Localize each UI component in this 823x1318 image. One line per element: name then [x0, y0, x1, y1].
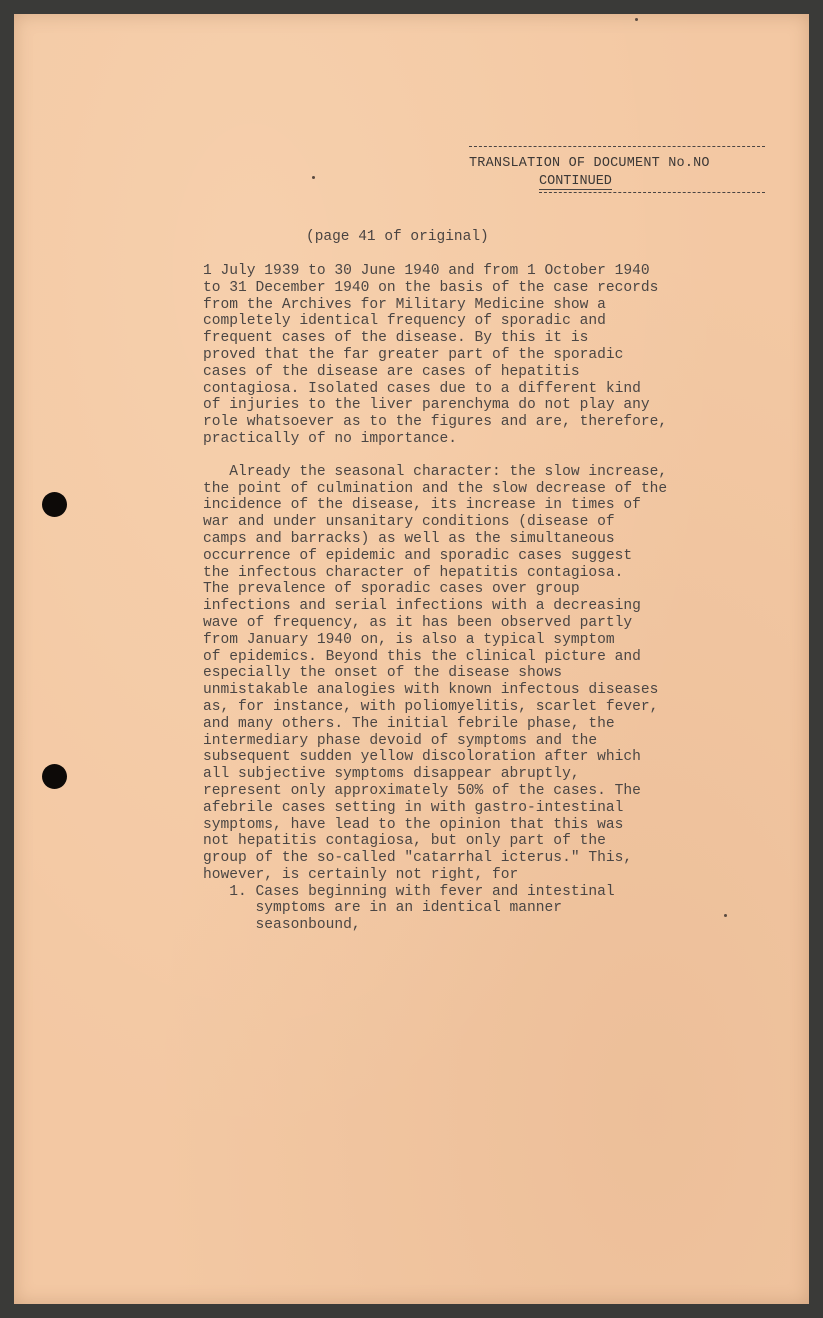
text-line: incidence of the disease, its increase in times of: [203, 497, 641, 514]
text-line: infections and serial infections with a decreasing: [203, 598, 641, 615]
text-line: contagiosa. Isolated cases due to a different kind: [203, 380, 641, 397]
text-line: not hepatitis contagiosa, but only part of the: [203, 833, 606, 850]
text-line: of epidemics. Beyond this the clinical picture and: [203, 648, 641, 665]
text-line: 1 July 1939 to 30 June 1940 and from 1 October 1940: [203, 263, 650, 279]
text-line: all subjective symptoms disappear abruptly,: [203, 766, 580, 783]
text-line: occurrence of epidemic and sporadic cases suggest: [203, 547, 633, 564]
text-line: especially the onset of the disease shows: [203, 665, 563, 682]
page-reference: (page 41 of original): [306, 229, 489, 245]
text-line: completely identical frequency of sporadic and: [203, 313, 606, 330]
text-line: wave of frequency, as it has been observed partly: [203, 614, 633, 631]
text-line: role whatsoever as to the figures and are, therefore,: [203, 414, 668, 431]
punch-hole-top: [42, 492, 67, 517]
text-line: group of the so-called "catarrhal icterus." This,: [203, 850, 633, 867]
document-body: [203, 263, 793, 934]
text-line: practically of no importance.: [203, 430, 457, 447]
document-page: [14, 14, 809, 1304]
text-line: frequent cases of the disease. By this it is: [203, 330, 589, 347]
paragraph-2: [203, 464, 793, 884]
list-item-line: seasonbound,: [203, 917, 361, 934]
text-line: camps and barracks) as well as the simultaneous: [203, 530, 615, 547]
text-line: the point of culmination and the slow decrease of the: [203, 480, 668, 497]
text-line: The prevalence of sporadic cases over group: [203, 581, 580, 598]
text-line: and many others. The initial febrile phase, the: [203, 715, 615, 732]
header-title: TRANSLATION OF DOCUMENT No.NO: [469, 156, 710, 171]
text-line: proved that the far greater part of the sporadic: [203, 346, 624, 363]
text-line: afebrile cases setting in with gastro-intestinal: [203, 799, 624, 816]
paragraph-spacer: [203, 448, 793, 464]
text-line: subsequent sudden yellow discoloration after which: [203, 749, 641, 766]
paper-speck: [635, 18, 638, 21]
header-continued-text: CONTINUED: [539, 174, 612, 189]
document-header: [469, 146, 765, 193]
text-line: war and under unsanitary conditions (disease of: [203, 514, 615, 531]
text-line: to 31 December 1940 on the basis of the case records: [203, 279, 659, 296]
text-line: of injuries to the liver parenchyma do not play any: [203, 397, 650, 414]
list-item-line: symptoms are in an identical manner: [203, 900, 563, 917]
text-line: unmistakable analogies with known infectous diseases: [203, 682, 659, 699]
text-line: represent only approximately 50% of the cases. The: [203, 782, 641, 799]
text-line: Already the seasonal character: the slow increase,: [203, 463, 668, 480]
paper-speck: [312, 176, 315, 179]
text-line: intermediary phase devoid of symptoms and the: [203, 732, 598, 749]
paragraph-1: [203, 263, 793, 448]
text-line: the infectous character of hepatitis contagiosa.: [203, 564, 624, 581]
text-line: cases of the disease are cases of hepatitis: [203, 363, 580, 380]
text-line: symptoms, have lead to the opinion that this was: [203, 816, 624, 833]
text-line: as, for instance, with poliomyelitis, scarlet fever,: [203, 698, 659, 715]
list-item-line: 1. Cases beginning with fever and intestinal: [203, 883, 615, 900]
text-line: however, is certainly not right, for: [203, 866, 519, 883]
text-line: from the Archives for Military Medicine show a: [203, 296, 606, 313]
punch-hole-bottom: [42, 764, 67, 789]
header-continued: [539, 173, 765, 193]
numbered-list: [203, 884, 793, 934]
text-line: from January 1940 on, is also a typical symptom: [203, 631, 615, 648]
